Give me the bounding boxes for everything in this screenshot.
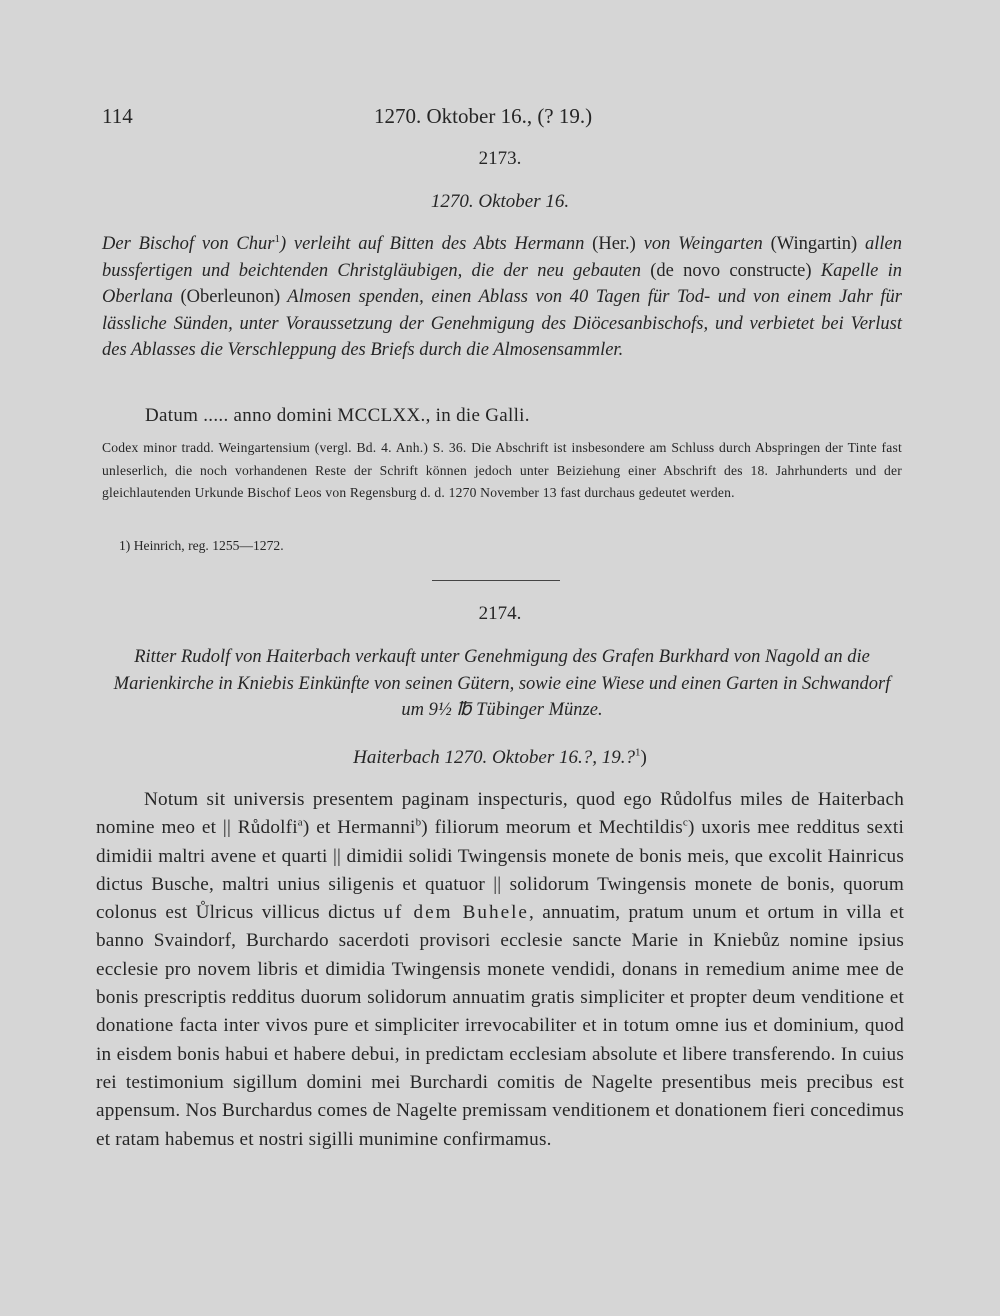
charter-text: Notum sit universis presentem paginam inspecturis, quod ego Růdolfus miles de Haiterbach nomine meo et || Růdolfi$^a$) et Hermanni$^b$) filiorum meorum et Mechtildis$^c$) uxoris mee redditus sexti dimidii maltri avene et quarti || dimidii solidi Twingensis monete de bonis meis, que excolit Hainricus dictus Busche, maltri unius siligenis et quatuor || solidorum Twingensis monete de bonis, quorum colonus est Ůlricus villicus dictus uf dem Buhele, annuatim, pratum unum et ortum in villa et banno Svaindorf, Burchardo sacerdoti provisori ecclesie sancte Marie in Kniebůz nomine ipsius ecclesie pro novem libris et dimidia Twingensis monete vendidi, donans in remedium anime mee de bonis prescriptis redditus duorum solidorum annuatim gratis simpliciter et propter deum venditione et donatione facta inter vivos pure et simpliciter irrevocabiliter et in totum omne ius et dominium, quod in eisdem bonis habui et habere debui, in predictam ecclesiam absolute et libere transferendo. In cuius rei testimonium sigillum domini mei Burchardi comitis de Nagelte presentibus meis precibus est appensum. Nos Burchardus comes de Nagelte premissam venditionem et donationem fieri concedimus et ratam habemus et nostri sigilli munimine confirmamus. [96,789,904,1150]
footnote: 1) Heinrich, reg. 1255—1272. [119,538,284,553]
regest-2174: Ritter Rudolf von Haiterbach verkauft unter Genehmigung des Grafen Burkhard von Nagold an die Marienkirche in Kniebis Einkünfte von seinen Gütern, sowie eine Wiese und einen Garten in Schwandorf um 9½ ℔ Tübinger Münze. [113,647,891,720]
footnote-ref: 1 [274,232,280,245]
datum-line: Datum ..... anno domini MCCLXX., in die Galli. [145,405,530,426]
dateline-2173: 1270. Oktober 16. [430,191,570,212]
source-note: Codex minor tradd. Weingartensium (vergl. Bd. 4. Anh.) S. 36. Die Abschrift ist insbesondere am Schluss durch Abspringen der Tinte fast unleserlich, die noch vorhandenen Reste der Schrift können jedoch unter Beiziehung einer Abschrift des 18. Jahrhunderts und der gleichlautenden Urkunde Bischof Leos von Regensburg d. d. 1270 November 13 fast durchaus gedeutet werden. [102,440,902,500]
running-head [102,104,900,132]
document-number-2174: 2174. [478,603,522,624]
regest-2173: Der Bischof von Chur$^1$) verleiht auf Bitten des Abts Hermann (Her.) von Weingarten (Wingartin) allen bussfertigen und beichtenden Christgläubigen, die der neu gebauten (de novo constructe) Kapelle in Oberlana (Oberleunon) Almosen spenden, einen Ablass von 40 Tagen für Tod- und von einem Jahr für lässliche Sünden, unter Voraussetzung der Genehmigung des Diöcesanbischofs, und verbietet bei Verlust des Ablasses die Verschleppung des Briefs durch die Almosensammler. [102,232,902,360]
section-divider [432,580,560,581]
running-head-date: 1270. Oktober 16., (? 19.) [374,104,593,128]
dateline-2174: Haiterbach 1270. Oktober 16.?, 19.?$^1$) [353,746,647,768]
footnote-ref: 1 [634,746,641,759]
page-number: 114 [102,104,133,128]
document-number-2173: 2173. [478,148,522,169]
